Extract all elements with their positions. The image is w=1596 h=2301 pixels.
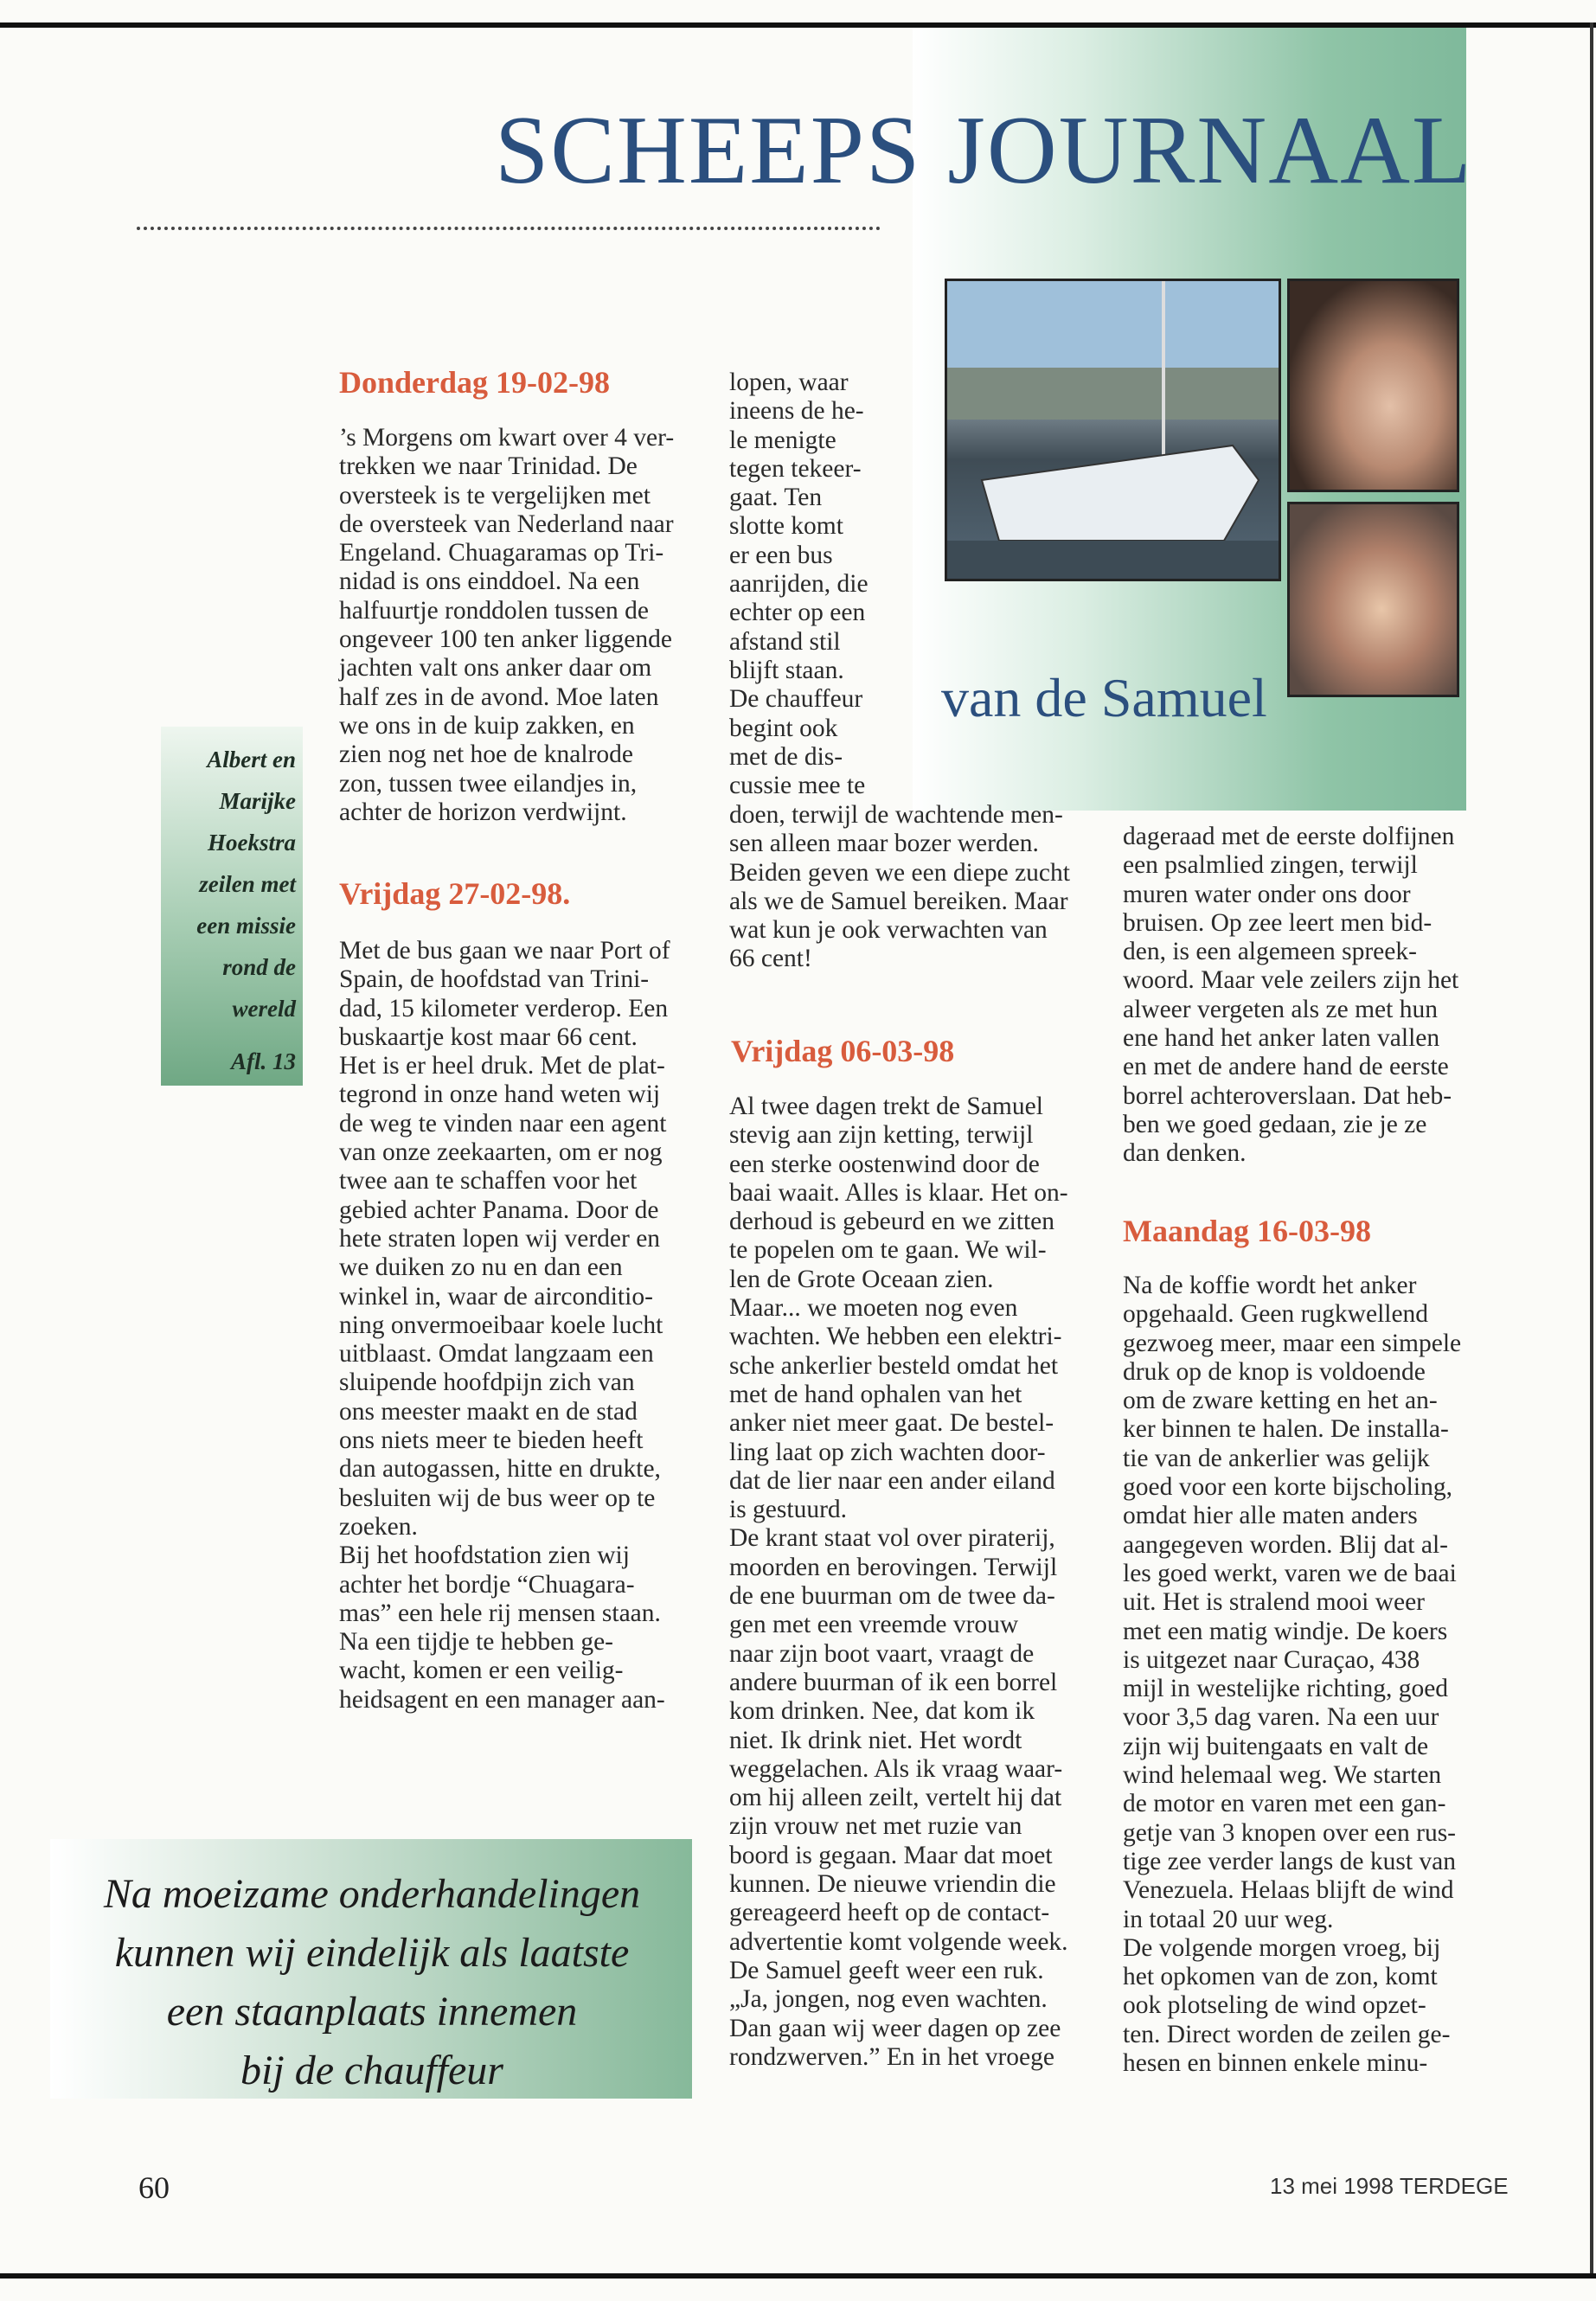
author-sidebar <box>161 727 303 1086</box>
text-line: Maar... we moeten nog even <box>729 1294 1018 1323</box>
text-line: een staanplaats innemen <box>166 1989 578 2035</box>
text-line: Met de bus gaan we naar Port of <box>339 937 670 965</box>
sidebar-line: Marijke <box>219 788 296 814</box>
column-1-paragraph-2 <box>339 937 670 1715</box>
text-line: wat kun je ook verwachten van <box>729 916 1048 945</box>
text-line: achter de horizon verdwijnt. <box>339 798 627 826</box>
text-line: de motor en varen met een gan- <box>1123 1790 1446 1818</box>
text-line: twee aan te schaffen voor het <box>339 1167 638 1195</box>
text-line: advertentie komt volgende week. <box>729 1927 1068 1956</box>
text-line: andere buurman of ik een borrel <box>729 1668 1058 1696</box>
text-line: voor 3,5 dag varen. Na een uur <box>1123 1703 1439 1732</box>
sidebar-line: rond de <box>222 954 296 980</box>
text-line: dan autogassen, hitte en drukte, <box>339 1455 661 1484</box>
text-line: ineens de he- <box>729 397 864 426</box>
text-line: om hij alleen zeilt, vertelt hij dat <box>729 1784 1062 1812</box>
text-line: besluiten wij de bus weer op te <box>339 1484 656 1512</box>
text-line: met de hand ophalen van het <box>729 1380 1022 1408</box>
text-line: weggelachen. Als ik vraag waar- <box>729 1754 1063 1783</box>
issue-footer: 13 mei 1998 TERDEGE <box>1270 2173 1509 2199</box>
text-line: lopen, waar <box>729 369 849 396</box>
text-line: gen met een vreemde vrouw <box>729 1611 1019 1639</box>
text-line: en met de andere hand de eerste <box>1123 1053 1449 1081</box>
text-line: nidad is ons einddoel. Na een <box>339 567 640 596</box>
sidebar-line: een missie <box>196 913 296 939</box>
text-line: stevig aan zijn ketting, terwijl <box>729 1121 1034 1150</box>
text-line: ook plotseling de wind opzet- <box>1123 1991 1426 2020</box>
text-line: De krant staat vol over piraterij, <box>729 1524 1055 1553</box>
text-line: ongeveer 100 ten anker liggende <box>339 625 672 654</box>
text-line: mas” een hele rij mensen staan. <box>339 1599 661 1627</box>
text-line: tegen tekeer- <box>729 454 862 483</box>
text-line: boord is gegaan. Maar dat moet <box>729 1841 1053 1869</box>
text-line: tie van de ankerlier was gelijk <box>1123 1444 1430 1472</box>
page-border-bottom <box>0 2273 1596 2279</box>
text-line: blijft staan. <box>729 656 844 684</box>
text-line: De chauffeur <box>729 685 863 714</box>
text-line: omdat hier alle maten anders <box>1123 1502 1418 1530</box>
pullquote <box>52 1865 692 2100</box>
text-line: ben we goed gedaan, zie je ze <box>1123 1110 1427 1138</box>
text-line: De Samuel geeft weer een ruk. <box>729 1956 1044 1984</box>
text-line: kom drinken. Nee, dat kom ik <box>729 1697 1035 1726</box>
text-line: is uitgezet naar Curaçao, 438 <box>1123 1645 1420 1674</box>
sidebar-line: zeilen met <box>199 871 296 897</box>
text-line: zijn wij buitengaats en valt de <box>1123 1732 1429 1760</box>
text-line: naar zijn boot vaart, vraagt de <box>729 1639 1035 1668</box>
column-3-paragraph-2 <box>1123 1272 1461 2078</box>
text-line: les goed werkt, varen we de baai <box>1123 1559 1457 1587</box>
text-line: „Ja, jongen, nog even wachten. <box>729 1985 1048 2014</box>
section-heading-donderdag: Donderdag 19-02-98 <box>339 365 610 400</box>
text-line: gezwoeg meer, maar een simpele <box>1123 1329 1462 1357</box>
text-line: tige zee verder langs de kust van <box>1123 1847 1456 1875</box>
text-line: aanrijden, die <box>729 570 869 599</box>
text-line: kunnen wij eindelijk als laatste <box>114 1930 630 1976</box>
text-line: ’s Morgens om kwart over 4 ver- <box>339 424 675 452</box>
portrait-photo-woman <box>1287 279 1459 492</box>
section-heading-maandag: Maandag 16-03-98 <box>1123 1214 1371 1248</box>
text-line: gereageerd heeft op de contact- <box>729 1899 1050 1927</box>
text-line: ten. Direct worden de zeilen ge- <box>1123 2020 1451 2048</box>
text-line: derhoud is gebeurd en we zitten <box>729 1208 1054 1236</box>
sailboat-photo <box>945 279 1281 581</box>
text-line: Venezuela. Helaas blijft de wind <box>1123 1876 1454 1905</box>
text-line: we ons in de kuip zakken, en <box>339 711 635 740</box>
subtitle: van de Samuel <box>941 667 1267 728</box>
text-line: als we de Samuel bereiken. Maar <box>729 887 1068 915</box>
section-heading-vrijdag-06: Vrijdag 06-03-98 <box>731 1034 955 1068</box>
sidebar-line: Albert en <box>207 747 296 772</box>
text-line: kunnen. De nieuwe vriendin die <box>729 1870 1056 1899</box>
column-1-paragraph-1 <box>339 424 674 827</box>
text-line: halfuurtje ronddolen tussen de <box>339 596 650 625</box>
text-line: van onze zeekaarten, om er nog <box>339 1138 663 1167</box>
text-line: een psalmlied zingen, terwijl <box>1123 851 1418 880</box>
text-line: anker niet meer gaat. De bestel- <box>729 1409 1054 1438</box>
episode-label: Afl. 13 <box>230 1048 296 1074</box>
text-line: bij de chauffeur <box>240 2048 503 2093</box>
page-title: SCHEEPS JOURNAAL <box>495 97 1473 204</box>
column-2-paragraph-3 <box>729 1093 1068 2072</box>
text-line: le menigte <box>729 426 836 454</box>
sidebar-line: wereld <box>232 996 296 1022</box>
text-line: getje van 3 knopen over een rus- <box>1123 1818 1456 1847</box>
text-line: moorden en berovingen. Terwijl <box>729 1553 1058 1581</box>
text-line: zijn vrouw net met ruzie van <box>729 1812 1022 1841</box>
page-number: 60 <box>138 2170 170 2205</box>
text-line: zon, tussen twee eilandjes in, <box>339 769 638 798</box>
text-line: de weg te vinden naar een agent <box>339 1109 667 1138</box>
text-line: zien nog net hoe de knalrode <box>339 740 633 769</box>
column-2-paragraph-1 <box>729 369 869 800</box>
text-line: er een bus <box>729 541 833 569</box>
text-line: niet. Ik drink niet. Het wordt <box>729 1726 1022 1754</box>
text-line: dat de lier naar een ander eiland <box>729 1466 1055 1495</box>
text-line: wacht, komen er een veilig- <box>339 1657 624 1685</box>
portrait-photo-man <box>1287 502 1459 697</box>
text-line: met de dis- <box>729 742 843 771</box>
text-line: ling laat op zich wachten door- <box>729 1438 1046 1466</box>
text-line: gebied achter Panama. Door de <box>339 1195 659 1224</box>
text-line: wind helemaal weg. We starten <box>1123 1761 1442 1790</box>
text-line: baai waait. Alles is klaar. Het on- <box>729 1178 1068 1207</box>
text-line: Al twee dagen trekt de Samuel <box>729 1093 1043 1120</box>
sidebar-line: Hoekstra <box>207 830 296 856</box>
text-line: bruisen. Op zee leert men bid- <box>1123 908 1433 937</box>
dotted-divider <box>137 227 881 230</box>
text-line: doen, terwijl de wachtende men- <box>729 801 1063 829</box>
text-line: Engeland. Chuagaramas op Tri- <box>339 539 664 567</box>
text-line: sluipende hoofdpijn zich van <box>339 1368 635 1397</box>
text-line: dad, 15 kilometer verderop. Een <box>339 994 669 1022</box>
text-line: 66 cent! <box>729 945 812 973</box>
text-line: cussie mee te <box>729 772 866 800</box>
column-3-paragraph-1 <box>1123 823 1458 1169</box>
text-line: het opkomen van de zon, komt <box>1123 1963 1438 1991</box>
text-line: te popelen om te gaan. We wil- <box>729 1236 1047 1265</box>
text-line: heidsagent en een manager aan- <box>339 1685 665 1714</box>
text-line: uit. Het is stralend mooi weer <box>1123 1588 1426 1617</box>
text-line: dan denken. <box>1123 1139 1247 1168</box>
text-line: Het is er heel druk. Met de plat- <box>339 1052 665 1080</box>
text-line: goed voor een korte bijscholing, <box>1123 1473 1452 1502</box>
text-line: tegrond in onze hand weten wij <box>339 1080 661 1109</box>
text-line: alweer vergeten als ze met hun <box>1123 995 1438 1023</box>
text-line: aangegeven worden. Blij dat al- <box>1123 1530 1448 1559</box>
text-line: hesen en binnen enkele minu- <box>1123 2049 1428 2078</box>
text-line: trekken we naar Trinidad. De <box>339 452 638 481</box>
text-line: in totaal 20 uur weg. <box>1123 1905 1334 1933</box>
text-line: om de zware ketting en het an- <box>1123 1387 1438 1415</box>
text-line: een sterke oostenwind door de <box>729 1150 1040 1178</box>
text-line: wachten. We hebben een elektri- <box>729 1323 1062 1351</box>
text-line: jachten valt ons anker daar om <box>339 654 652 683</box>
text-line: oversteek is te vergelijken met <box>339 481 651 510</box>
text-line: woord. Maar vele zeilers zijn het <box>1123 966 1459 995</box>
text-line: Na een tijdje te hebben ge- <box>339 1628 613 1657</box>
text-line: uitblaast. Omdat langzaam een <box>339 1340 654 1368</box>
text-line: mijl in westelijke richting, goed <box>1123 1675 1449 1703</box>
text-line: is gestuurd. <box>729 1496 848 1524</box>
text-line: den, is een algemeen spreek- <box>1123 938 1417 966</box>
text-line: sen alleen maar bozer werden. <box>729 830 1039 858</box>
text-line: de oversteek van Nederland naar <box>339 510 674 538</box>
text-line: Dan gaan wij weer dagen op zee <box>729 2014 1061 2042</box>
text-line: druk op de knop is voldoende <box>1123 1357 1426 1386</box>
text-line: ons meester maakt en de stad <box>339 1397 638 1426</box>
text-line: De volgende morgen vroeg, bij <box>1123 1933 1441 1962</box>
text-line: len de Grote Oceaan zien. <box>729 1265 994 1293</box>
text-line: met een matig windje. De koers <box>1123 1617 1448 1645</box>
text-line: sche ankerlier besteld omdat het <box>729 1351 1059 1380</box>
text-line: Bij het hoofdstation zien wij <box>339 1541 630 1570</box>
text-line: ons niets meer te bieden heeft <box>339 1426 644 1455</box>
text-line: ning onvermoeibaar koele lucht <box>339 1311 663 1339</box>
text-line: Na de koffie wordt het anker <box>1123 1272 1417 1299</box>
text-line: ene hand het anker laten vallen <box>1123 1024 1440 1053</box>
text-line: buskaartje kost maar 66 cent. <box>339 1022 638 1051</box>
text-line: Beiden geven we een diepe zucht <box>729 858 1070 887</box>
text-line: begint ook <box>729 714 838 742</box>
text-line: gaat. Ten <box>729 484 823 512</box>
text-line: Spain, de hoofdstad van Trini- <box>339 965 650 994</box>
text-line: zoeken. <box>339 1512 418 1541</box>
text-line: half zes in de avond. Moe laten <box>339 683 659 711</box>
text-line: opgehaald. Geen rugkwellend <box>1123 1300 1429 1329</box>
text-line: muren water onder ons door <box>1123 880 1411 908</box>
text-line: winkel in, waar de airconditio- <box>339 1282 653 1311</box>
text-line: borrel achteroverslaan. Dat heb- <box>1123 1081 1452 1110</box>
text-line: rondzwerven.” En in het vroege <box>729 2042 1054 2071</box>
text-line: de ene buurman om de twee da- <box>729 1582 1055 1611</box>
text-line: slotte komt <box>729 512 843 541</box>
text-line: achter het bordje “Chuagara- <box>339 1570 635 1599</box>
text-line: Na moeizame onderhandelingen <box>103 1871 641 1917</box>
column-2-paragraph-2 <box>729 801 1070 974</box>
section-heading-vrijdag-27: Vrijdag 27-02-98. <box>339 876 571 911</box>
text-line: dageraad met de eerste dolfijnen <box>1123 823 1455 850</box>
text-line: afstand stil <box>729 627 841 656</box>
text-line: ker binnen te halen. De installa- <box>1123 1415 1449 1444</box>
text-line: we duiken zo nu en dan een <box>339 1253 623 1282</box>
text-line: hete straten lopen wij verder en <box>339 1224 661 1253</box>
page-border-right <box>1590 22 1593 2279</box>
text-line: echter op een <box>729 599 866 627</box>
